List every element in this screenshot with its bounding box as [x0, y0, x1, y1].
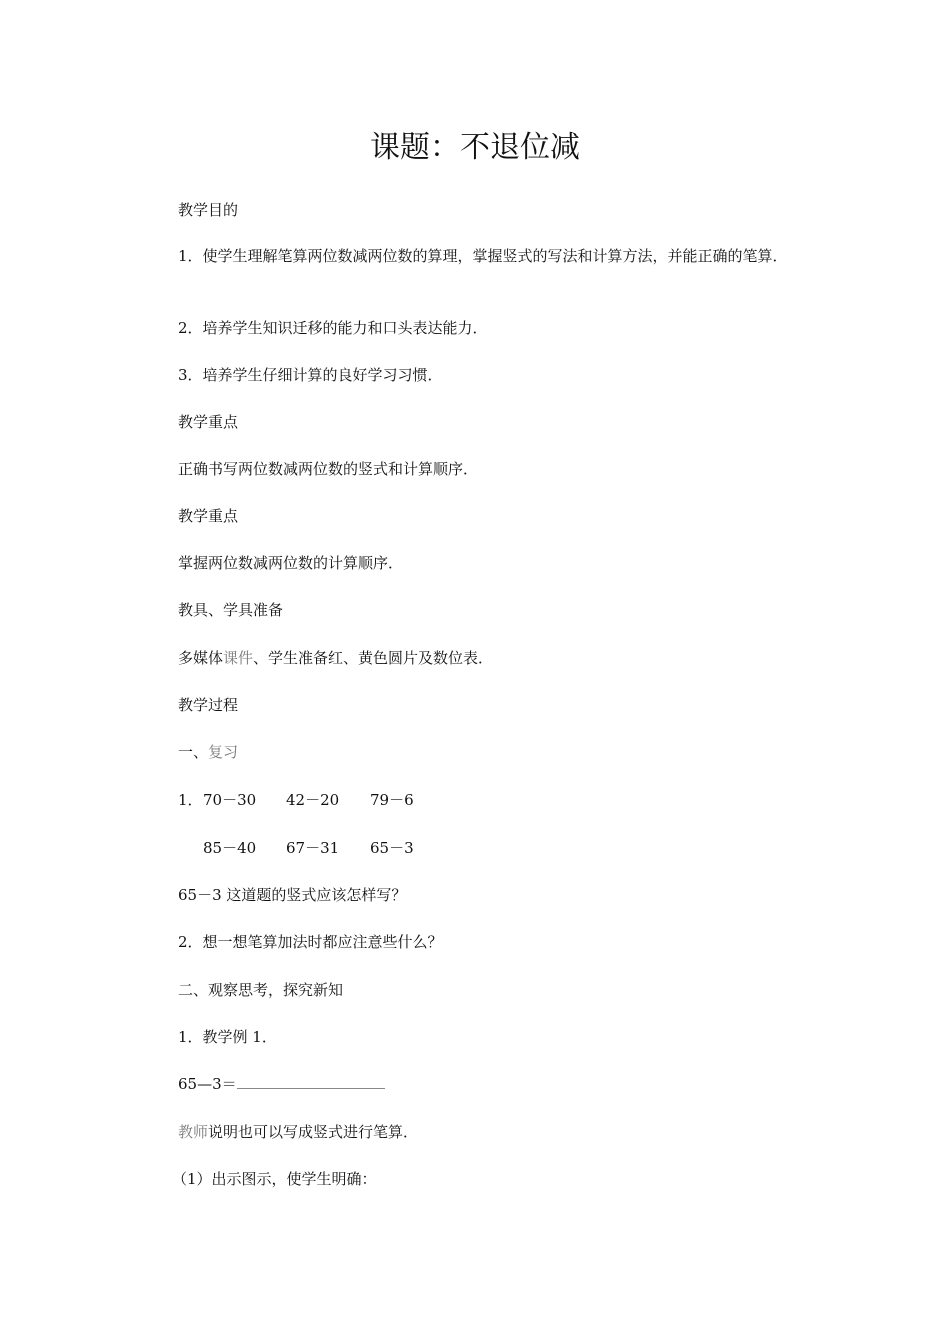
teacher-link[interactable]: 教师 [178, 1123, 209, 1141]
tools-text [178, 648, 493, 668]
review-link[interactable]: 复习 [208, 743, 239, 761]
section-1-prefix: 一、 [178, 743, 209, 761]
process-heading: 教学过程 [178, 696, 239, 714]
review-expression: 42－20 [286, 791, 340, 809]
review-expression: 67－31 [286, 839, 340, 857]
key-heading-2: 教学重点 [178, 507, 239, 525]
teacher-note [178, 1122, 418, 1142]
equation-line [178, 1074, 385, 1094]
tools-heading: 教具、学具准备 [178, 601, 284, 619]
review-row-2 [178, 838, 414, 858]
page-title: 课题：不退位减 [370, 130, 580, 165]
review-row-1-label: 1． [178, 791, 203, 809]
objective-3: 3．培养学生仔细计算的良好学习习惯． [178, 366, 443, 384]
review-expression: 85－40 [203, 839, 257, 857]
review-expression: 70－30 [203, 791, 257, 809]
key-text-2: 掌握两位数减两位数的计算顺序． [178, 554, 404, 572]
review-item-2: 2．想一想笔算加法时都应注意些什么？ [178, 933, 443, 951]
review-expression: 79－6 [370, 791, 414, 809]
review-row-1 [178, 790, 414, 810]
tools-text-before: 多媒体 [178, 649, 224, 667]
objective-2: 2．培养学生知识迁移的能力和口头表达能力． [178, 319, 488, 337]
key-heading-1: 教学重点 [178, 413, 239, 431]
review-expression: 65－3 [370, 839, 414, 857]
key-text-1: 正确书写两位数减两位数的竖式和计算顺序． [178, 460, 479, 478]
teacher-note-text: 说明也可以写成竖式进行笔算． [208, 1123, 419, 1141]
step-1: （1）出示图示，使学生明确： [172, 1170, 377, 1188]
equation: 65—3＝ [178, 1075, 237, 1093]
objectives-heading: 教学目的 [178, 201, 239, 219]
section-1-heading [178, 742, 238, 762]
answer-blank [237, 1074, 385, 1089]
tools-text-after: 、学生准备红、黄色圆片及数位表． [253, 649, 494, 667]
courseware-link[interactable]: 课件 [223, 649, 254, 667]
section-2-heading: 二、观察思考，探究新知 [178, 981, 344, 999]
objective-1: 1．使学生理解笔算两位数减两位数的算理，掌握竖式的写法和计算方法，并能正确的笔算． [178, 247, 788, 265]
review-question: 65－3 这道题的竖式应该怎样写？ [178, 886, 407, 904]
example-1: 1．教学例 1． [178, 1028, 277, 1046]
